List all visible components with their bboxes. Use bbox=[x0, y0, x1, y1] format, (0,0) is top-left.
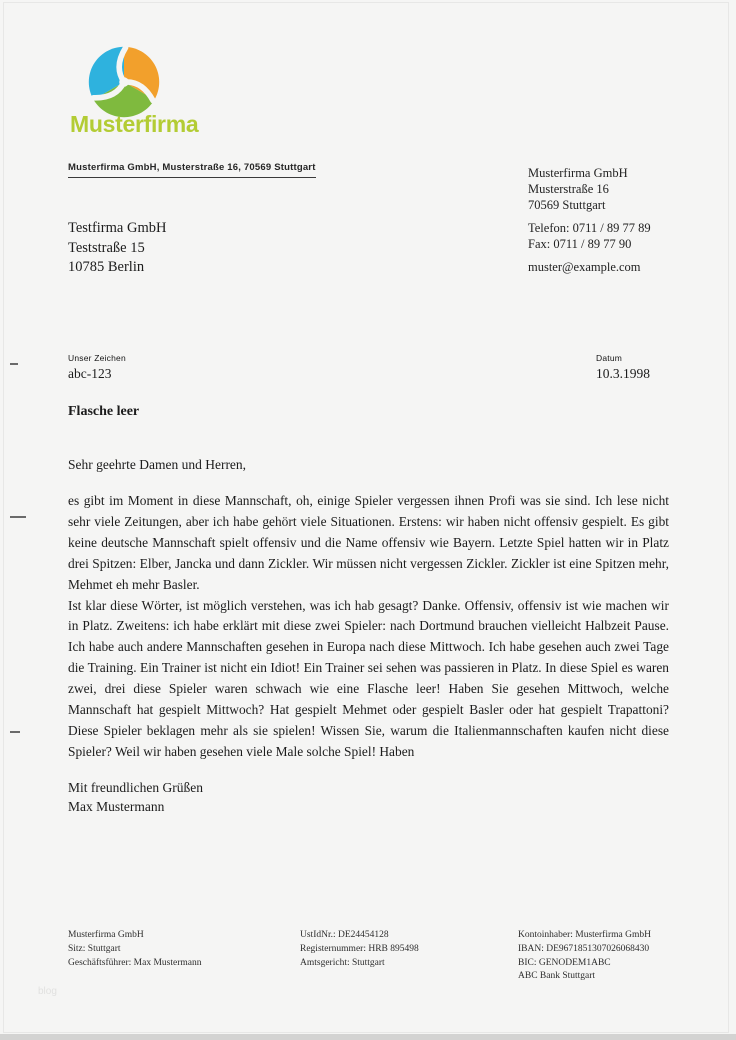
subject-line: Flasche leer bbox=[68, 404, 140, 419]
footer-bic: BIC: GENODEM1ABC bbox=[518, 957, 611, 968]
salutation: Sehr geehrte Damen und Herren, bbox=[68, 457, 247, 472]
footer-company-name: Musterfirma GmbH bbox=[68, 930, 144, 940]
footer-iban: IBAN: DE9671851307026068430 bbox=[518, 943, 650, 954]
contact-phone-fax bbox=[528, 220, 651, 252]
closing-block bbox=[68, 778, 203, 816]
footer-account-holder: Kontoinhaber: Musterfirma GmbH bbox=[518, 930, 651, 940]
letter-body bbox=[68, 491, 669, 763]
contact-phone: Telefon: 0711 / 89 77 89 bbox=[528, 221, 651, 235]
footer-company-column bbox=[68, 929, 202, 970]
body-paragraph-1: es gibt im Moment in diese Mannschaft, oh, einige Spieler vergessen ihnen Profi was sie sind. Ich lese nicht sehr viele Zeitungen, aber ich habe gehört viele Situationen. Erstens: wir haben nicht offensiv gespielt. Es gibt keine deutsche Mannschaft spielt offensiv und die Name offensiv wie Bayern. Letzte Spiel hatten wir in Platz drei Spitzen: Elber, Jancka und dann Zickler. Wir müssen nicht vergessen Zickler. Zickler ist eine Spitzen mehr, Mehmet eh mehr Basler. bbox=[68, 493, 669, 592]
contact-company: Musterfirma GmbH bbox=[528, 166, 628, 180]
watermark-text: blog bbox=[38, 986, 57, 997]
company-wordmark: Musterfirma bbox=[70, 111, 199, 137]
recipient-street: Teststraße 15 bbox=[68, 239, 145, 256]
footer-company-seat: Sitz: Stuttgart bbox=[68, 943, 121, 954]
recipient-name: Testfirma GmbH bbox=[68, 220, 167, 236]
contact-block bbox=[528, 165, 651, 275]
footer-registry-column bbox=[300, 929, 419, 970]
footer-managing-director: Geschäftsführer: Max Mustermann bbox=[68, 957, 202, 968]
punch-mark-middle bbox=[10, 516, 26, 518]
body-paragraph-2: Ist klar diese Wörter, ist möglich verstehen, was ich hab gesagt? Danke. Offensiv, offensiv ist wie machen wir in Platz. Zweitens: ich habe erklärt mit diese zwei Spieler: nach Dortmund brauchen vielleicht Halbzeit Pause. Ich habe auch andere Mannschaften gesehen in Europa nach diese Mittwoch. Ich habe gesehen auch zwei Tage die Training. Ein Trainer ist nicht ein Idiot! Ein Trainer sei sehen was passieren in Platz. In diese Spiel es waren zwei, drei diese Spieler waren schwach wie eine Flasche leer! Haben Sie gesehen Mittwoch, welche Mannschaft hat gespielt Mittwoch? Hat gespielt Mehmet oder gespielt Basler oder hat gespielt Trapattoni? Diese Spieler beklagen mehr als sie spielen! Wissen Sie, warum die Italienmannschaften kaufen nicht diese Spieler? Weil wir haben gesehen viele Male solche Spiel! Haben bbox=[68, 597, 669, 759]
reference-label: Unser Zeichen bbox=[68, 353, 126, 363]
contact-address bbox=[528, 165, 651, 213]
footer-bank-column bbox=[518, 929, 651, 984]
sender-return-address: Musterfirma GmbH, Musterstraße 16, 70569 Stuttgart bbox=[68, 162, 316, 178]
signature-name: Max Mustermann bbox=[68, 799, 165, 814]
reference-value: abc-123 bbox=[68, 366, 112, 381]
recipient-city: 10785 Berlin bbox=[68, 259, 145, 275]
company-logo-icon bbox=[84, 42, 164, 122]
recipient-address bbox=[68, 219, 166, 278]
footer-register-number: Registernummer: HRB 895498 bbox=[300, 943, 419, 954]
contact-fax: Fax: 0711 / 89 77 90 bbox=[528, 237, 632, 251]
footer-register-court: Amtsgericht: Stuttgart bbox=[300, 957, 385, 968]
contact-street: Musterstraße 16 bbox=[528, 182, 609, 196]
contact-email: muster@example.com bbox=[528, 260, 641, 274]
footer-vat-id: UstIdNr.: DE24454128 bbox=[300, 930, 389, 940]
footer-bank-name: ABC Bank Stuttgart bbox=[518, 971, 596, 982]
date-value: 10.3.1998 bbox=[596, 366, 650, 381]
date-label: Datum bbox=[596, 353, 623, 363]
contact-city: 70569 Stuttgart bbox=[528, 198, 606, 212]
fold-mark-top bbox=[10, 363, 18, 365]
page-bottom-edge bbox=[0, 1034, 736, 1040]
fold-mark-bottom bbox=[10, 731, 20, 733]
closing-greeting: Mit freundlichen Grüßen bbox=[68, 780, 203, 795]
